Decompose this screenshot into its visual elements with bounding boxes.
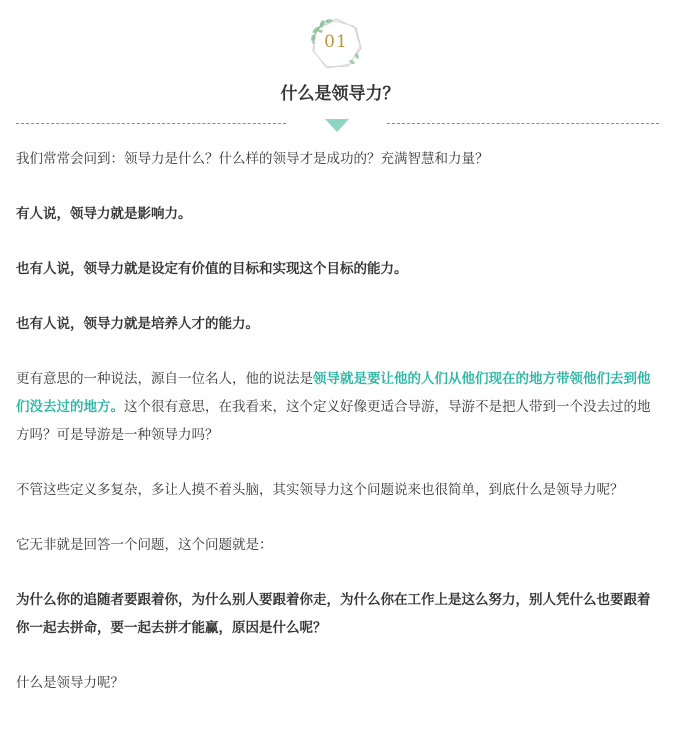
paragraph-talent: 也有人说，领导力就是培养人才的能力。 <box>16 316 259 332</box>
paragraph-goals: 也有人说，领导力就是设定有价值的目标和实现这个目标的能力。 <box>16 261 408 277</box>
paragraph-simple: 不管这些定义多复杂，多让人摸不着头脑，其实领导力这个问题说来也很简单，到底什么是领导力呢？ <box>16 482 624 498</box>
section-title: 什么是领导力？ <box>280 84 400 104</box>
section-number-badge <box>308 16 364 72</box>
highlighted-quote: 领导就是要让他的人们从他们现在的地方带领他们去到他们没去过的地方。 <box>16 371 651 415</box>
paragraph-famous-quote <box>16 365 662 449</box>
paragraph-question-intro: 它无非就是回答一个问题，这个问题就是： <box>16 537 273 553</box>
paragraph-intro: 我们常常会问到：领导力是什么？什么样的领导才是成功的？充满智慧和力量？ <box>16 151 489 167</box>
divider-left <box>16 123 286 124</box>
paragraph-key-question: 为什么你的追随者要跟着你，为什么别人要跟着你走，为什么你在工作上是这么努力，别人凭什么也要跟着你一起去拼命，要一起去拼才能赢，原因是什么呢？ <box>16 592 651 636</box>
article-body <box>16 145 662 724</box>
section-number: 01 <box>324 32 348 52</box>
paragraph-influence: 有人说，领导力就是影响力。 <box>16 206 192 222</box>
quote-lead-text: 更有意思的一种说法，源自一位名人，他的说法是 <box>16 371 313 387</box>
quote-comment-text: 这个很有意思，在我看来，这个定义好像更适合导游，导游不是把人带到一个没去过的地方吗？可是导游是一种领导力吗？ <box>16 399 651 443</box>
triangle-down-icon <box>325 119 349 132</box>
divider-right <box>387 123 659 124</box>
paragraph-closing: 什么是领导力呢？ <box>16 675 124 691</box>
